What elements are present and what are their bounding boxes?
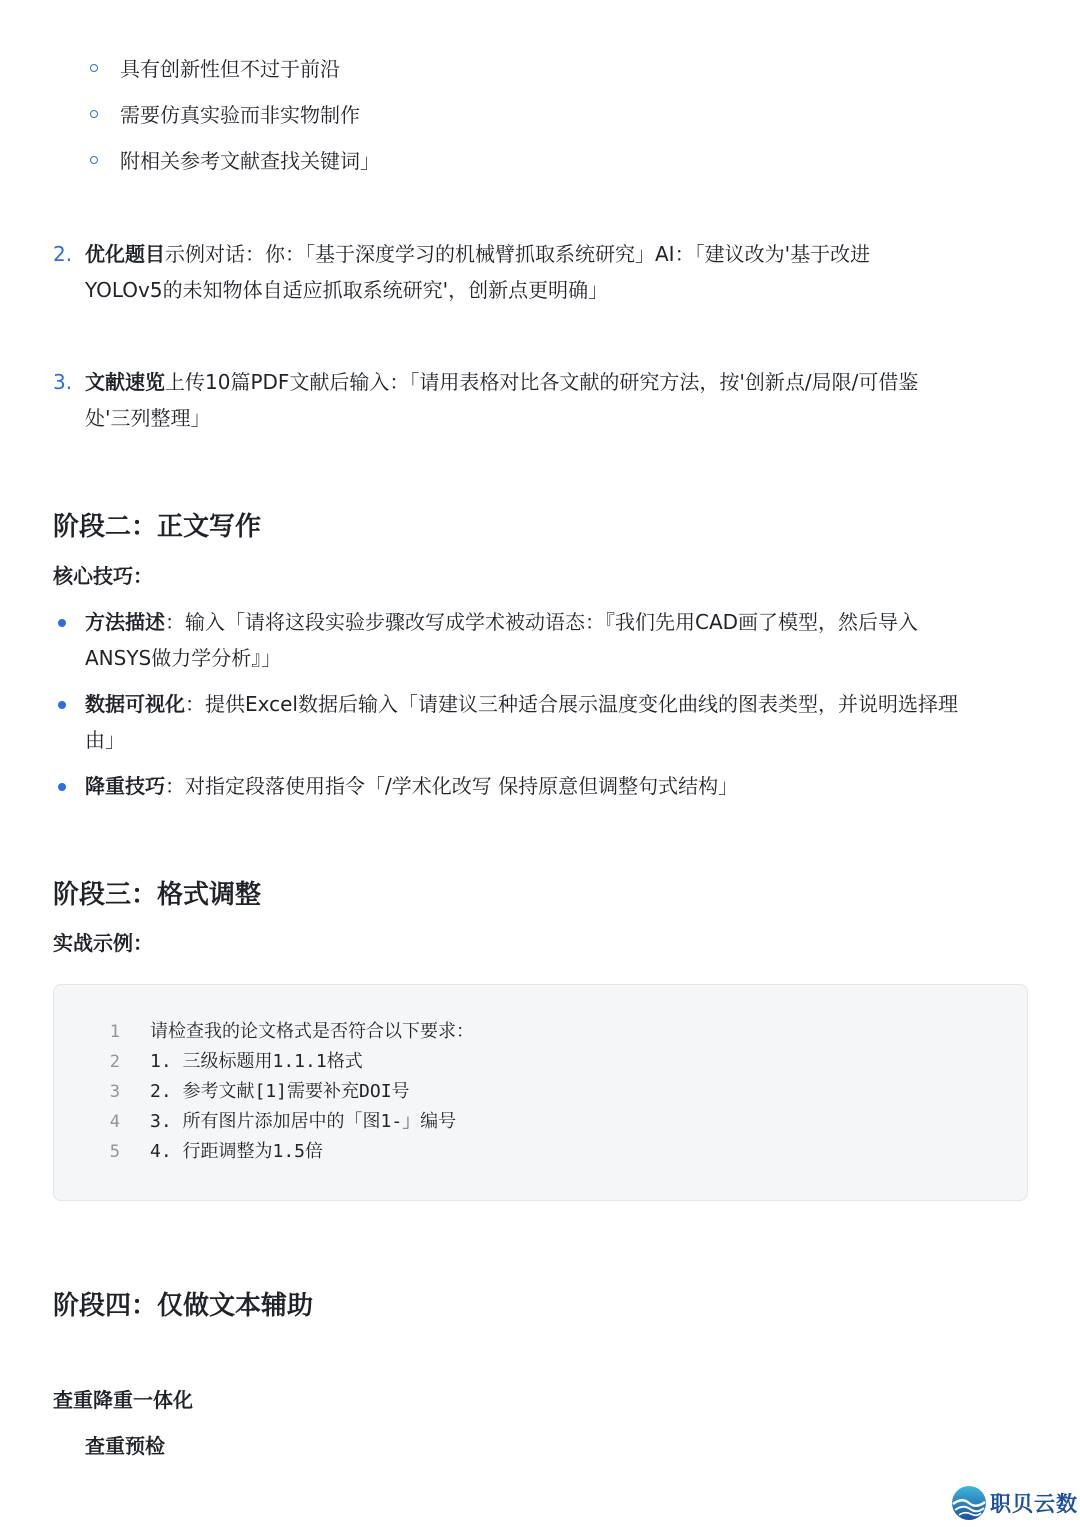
item-bold-label: 降重技巧 (85, 774, 165, 798)
bullet-text (85, 686, 1033, 758)
numbered-item-2 (53, 236, 1023, 308)
hollow-bullet-icon (90, 110, 98, 118)
item-bold-label: 文献速览 (85, 370, 165, 394)
item-text-line: 处'三列整理」 (85, 406, 211, 430)
stage4-subheading-a: 查重降重一体化 (53, 1388, 193, 1412)
brand-logo (950, 1483, 1078, 1523)
line-number: 1 (109, 1022, 120, 1042)
stage2-bullet-item (53, 768, 1033, 804)
code-text: 1. 三级标题用1.1.1格式 (150, 1051, 363, 1072)
item-text-line: ：提供Excel数据后输入「请建议三种适合展示温度变化曲线的图表类型，并说明选择理 (185, 692, 958, 716)
code-line (54, 1047, 474, 1077)
stage2-subheading: 核心技巧： (53, 564, 153, 588)
numbered-item-text (85, 236, 1023, 308)
sub-list-item (90, 96, 380, 142)
hollow-bullet-icon (90, 156, 98, 164)
line-number: 4 (109, 1112, 120, 1132)
code-text: 请检查我的论文格式是否符合以下要求： (150, 1021, 474, 1042)
globe-logo-icon (950, 1484, 988, 1522)
code-line (54, 1137, 474, 1167)
code-line (54, 1107, 474, 1137)
numbered-item-3 (53, 364, 1023, 436)
sub-list-item-text: 具有创新性但不过于前沿 (120, 57, 340, 81)
code-text: 4. 行距调整为1.5倍 (150, 1141, 324, 1162)
code-line (54, 1017, 474, 1047)
line-number: 3 (109, 1082, 120, 1102)
sub-list-item-text: 附相关参考文献查找关键词」 (120, 149, 380, 173)
stage4-heading: 阶段四：仅做文本辅助 (53, 1291, 314, 1321)
code-text: 2. 参考文献[1]需要补充DOI号 (150, 1081, 410, 1102)
sub-list-item (90, 50, 380, 96)
item-text-line: 由」 (85, 728, 125, 752)
item-text-line: ：对指定段落使用指令「/学术化改写 保持原意但调整句式结构」 (165, 774, 739, 798)
stage2-bullet-item (53, 686, 1033, 758)
bullet-dot-icon (58, 783, 66, 791)
bullet-dot-icon (58, 701, 66, 709)
list-number: 3. (53, 370, 73, 394)
stage2-bullet-item (53, 604, 1033, 676)
hollow-bullet-icon (90, 64, 98, 72)
code-block[interactable] (53, 984, 1028, 1201)
list-number: 2. (53, 242, 73, 266)
brand-logo-text: 职贝云数 (990, 1492, 1078, 1516)
stage3-subheading: 实战示例： (53, 931, 153, 955)
stage3-heading: 阶段三：格式调整 (53, 880, 262, 910)
sub-list-item-text: 需要仿真实验而非实物制作 (120, 103, 360, 127)
sub-list (90, 50, 380, 188)
sub-list-item (90, 142, 380, 188)
item-text-line: 示例对话：你：「基于深度学习的机械臂抓取系统研究」AI：「建议改为'基于改进 (165, 242, 871, 266)
stage4-subheading-b: 查重预检 (85, 1434, 165, 1458)
numbered-item-text (85, 364, 1023, 436)
stage2-heading: 阶段二：正文写作 (53, 512, 262, 542)
code-text: 3. 所有图片添加居中的「图1-」编号 (150, 1111, 457, 1132)
item-bold-label: 数据可视化 (85, 692, 185, 716)
line-number: 2 (109, 1052, 120, 1072)
item-text-line: ANSYS做力学分析』」 (85, 646, 282, 670)
item-bold-label: 方法描述 (85, 610, 165, 634)
item-text-line: ：输入「请将这段实验步骤改写成学术被动语态：『我们先用CAD画了模型，然后导入 (165, 610, 919, 634)
item-text-line: 上传10篇PDF文献后输入：「请用表格对比各文献的研究方法，按'创新点/局限/可借鉴 (165, 370, 919, 394)
item-text-line: YOLOv5的未知物体自适应抓取系统研究'，创新点更明确」 (85, 278, 609, 302)
bullet-dot-icon (58, 619, 66, 627)
bullet-text (85, 604, 1033, 676)
bullet-text (85, 768, 1033, 804)
line-number: 5 (109, 1142, 120, 1162)
item-bold-label: 优化题目 (85, 242, 165, 266)
code-lines (54, 1017, 474, 1167)
code-line (54, 1077, 474, 1107)
